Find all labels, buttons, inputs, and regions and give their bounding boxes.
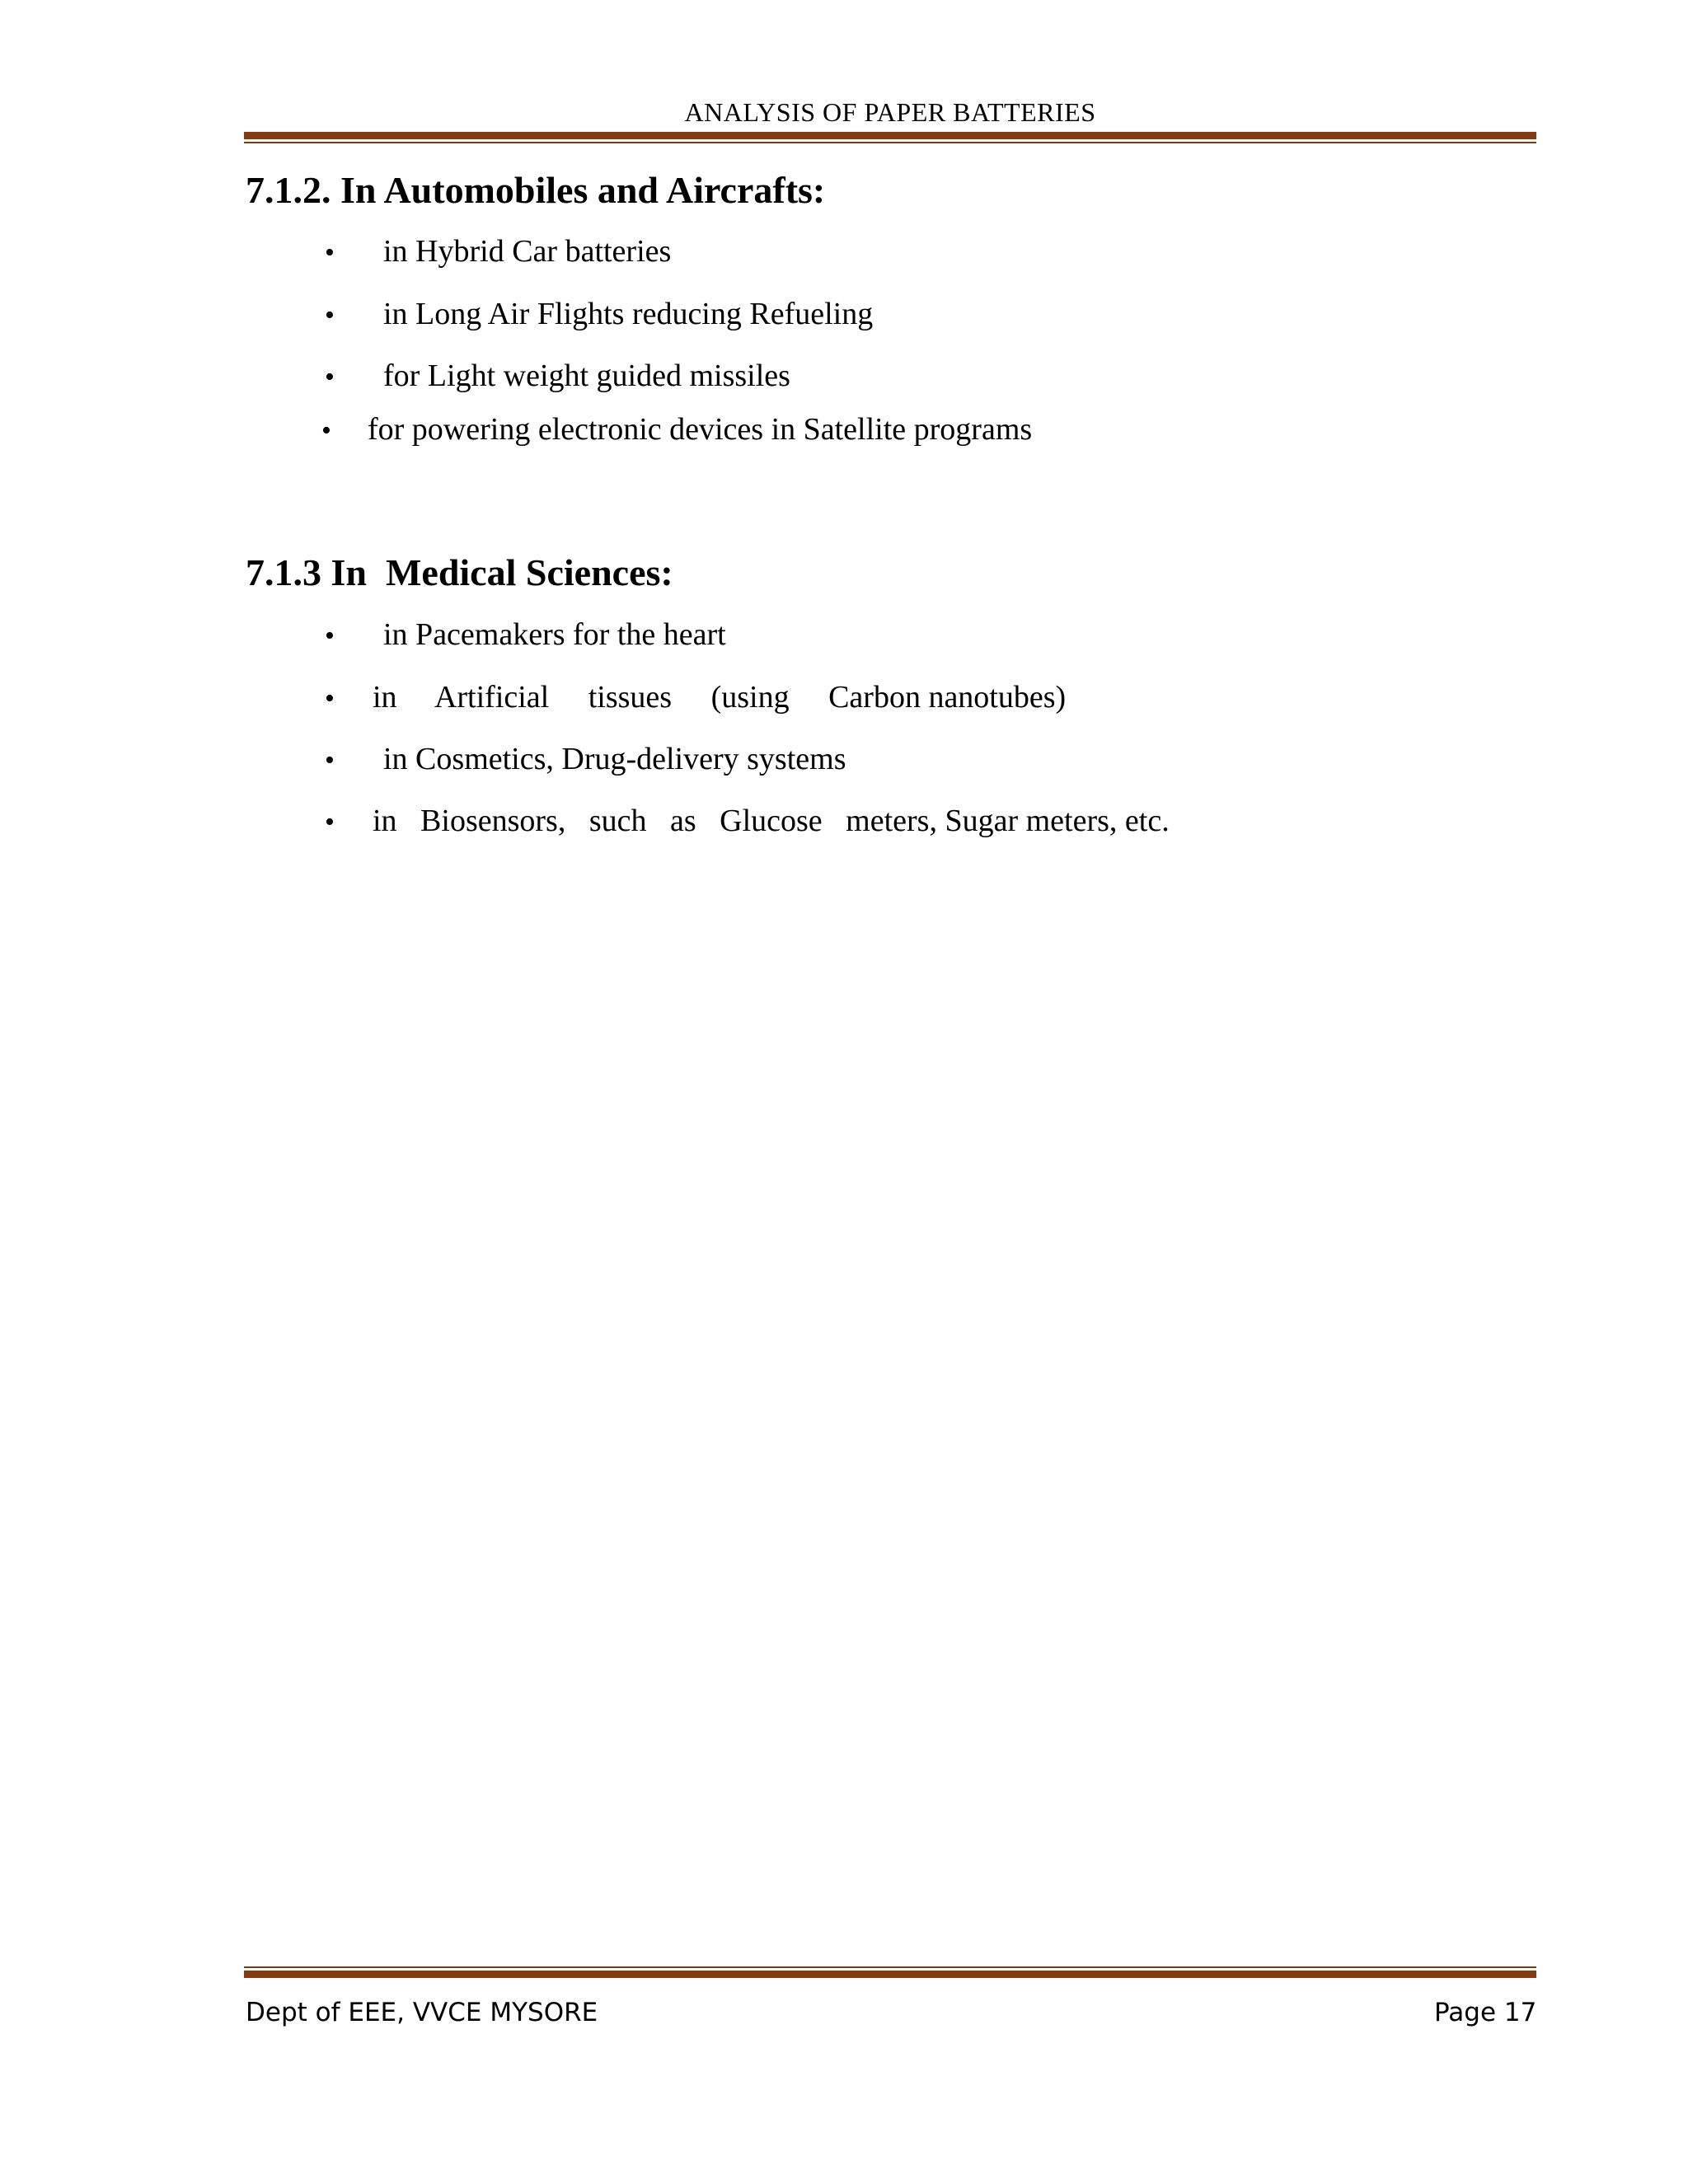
list-item: in Pacemakers for the heart [383,617,726,652]
footer-rule-thick [244,1971,1536,1978]
list-item: in Long Air Flights reducing Refueling [383,297,874,331]
running-header: ANALYSIS OF PAPER BATTERIES [684,97,1096,127]
list-item: in Biosensors, such as Glucose meters, Sugar meters, etc. [373,804,1170,838]
list-item: in Artificial tissues (using Carbon nanotubes) [373,680,1067,715]
section-heading-automobiles: 7.1.2. In Automobiles and Aircrafts: [246,169,826,211]
list-item: for powering electronic devices in Satellite programs [368,412,1033,447]
footer-rule-thin [244,1966,1536,1968]
header-rule-thin [244,142,1536,143]
bullet-icon: • [325,621,335,651]
list-item: for Light weight guided missiles [383,359,790,393]
footer-department: Dept of EEE, VVCE MYSORE [246,1998,598,2027]
bullet-icon: • [325,683,335,714]
bullet-icon: • [325,237,335,268]
bullet-icon: • [325,362,335,392]
bullet-icon: • [321,415,331,446]
section-heading-medical: 7.1.3 In Medical Sciences: [246,551,673,593]
bullet-icon: • [325,807,335,837]
footer-page-number: Page 17 [1434,1998,1537,2027]
list-item: in Hybrid Car batteries [383,234,672,269]
list-item: in Cosmetics, Drug-delivery systems [383,742,846,776]
bullet-icon: • [325,745,335,776]
header-rule-thick [244,132,1536,139]
bullet-icon: • [325,300,335,330]
